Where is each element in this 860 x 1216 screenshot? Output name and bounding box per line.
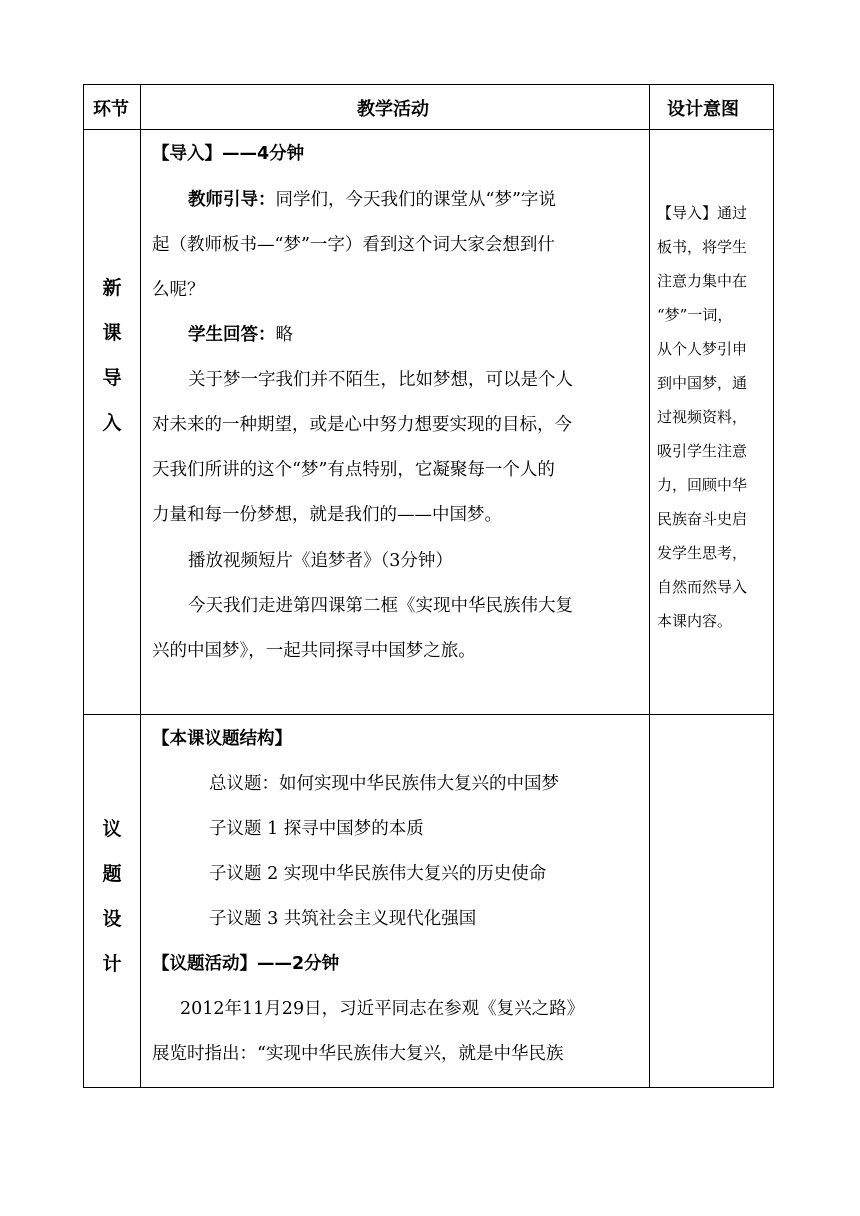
section-label-intro [84, 266, 140, 446]
student-answer-text: 略 [275, 325, 293, 345]
teacher-guide-text: 同学们，今天我们的课堂从“梦”字说 [275, 190, 556, 210]
intro-line: 力量和每一份梦想，就是我们的——中国梦。 [152, 505, 502, 525]
section-label-char: 入 [102, 412, 122, 434]
intro-line [188, 178, 556, 223]
intent-line: 注意力集中在 [657, 272, 748, 290]
intent-line: 过视频资料， [657, 408, 748, 426]
intent-line: 本课内容。 [657, 612, 733, 630]
intent-line: 发学生思考， [657, 544, 748, 562]
intent-line: 民族奋斗史启 [657, 510, 748, 528]
topic-activity-heading: 【议题活动】——2分钟 [152, 954, 340, 974]
student-answer-label: 学生回答： [188, 325, 276, 345]
section-label-char: 题 [102, 863, 122, 885]
section-label-char: 计 [102, 953, 122, 975]
header-activity: 教学活动 [357, 99, 429, 120]
intro-line: 兴的中国梦》，一起共同探寻中国梦之旅。 [152, 641, 476, 661]
section-label-char: 导 [102, 367, 122, 389]
column-divider-2 [649, 84, 650, 1088]
header-divider [83, 129, 774, 130]
intro-line: 么呢？ [152, 280, 205, 300]
intent-line: 力，回顾中华 [657, 476, 748, 494]
intro-line: 今天我们走进第四课第二框《实现中华民族伟大复 [188, 596, 573, 616]
header-section: 环节 [93, 99, 129, 120]
intent-line: 从个人梦引申 [657, 340, 748, 358]
activity-line: 展览时指出：“实现中华民族伟大复兴，就是中华民族 [152, 1044, 564, 1064]
header-intent: 设计意图 [667, 99, 739, 120]
section-label-char: 新 [102, 277, 122, 299]
intro-line: 天我们所讲的这个“梦”有点特别，它凝聚每一个人的 [152, 460, 555, 480]
intent-line: 板书，将学生 [657, 238, 748, 256]
column-divider-1 [140, 84, 141, 1088]
intent-line: 【导入】通过 [657, 204, 748, 222]
teacher-guide-label: 教师引导： [188, 190, 276, 210]
table-border-top [83, 84, 774, 85]
topic-main: 总议题：如何实现中华民族伟大复兴的中国梦 [209, 774, 559, 794]
subtopic-2: 子议题 2 实现中华民族伟大复兴的历史使命 [209, 864, 547, 884]
intro-line: 对未来的一种期望，或是心中努力想要实现的目标，今 [152, 415, 572, 435]
intent-line: 吸引学生注意 [657, 442, 748, 460]
intro-heading: 【导入】——4分钟 [152, 144, 305, 164]
section-label-char: 课 [102, 322, 122, 344]
subtopic-3: 子议题 3 共筑社会主义现代化强国 [209, 909, 477, 929]
intent-line: 自然而然导入 [657, 578, 748, 596]
topic-structure-heading: 【本课议题结构】 [152, 729, 292, 749]
table-border-right [773, 84, 774, 1088]
intent-line: “梦”一词， [657, 306, 733, 324]
intent-line: 到中国梦，通 [657, 374, 748, 392]
section-divider [83, 714, 774, 715]
activity-line: 2012年11月29日，习近平同志在参观《复兴之路》 [180, 999, 585, 1019]
intro-line [188, 313, 293, 358]
section-label-char: 设 [102, 908, 122, 930]
intro-line: 起（教师板书—“梦”一字）看到这个词大家会想到什 [152, 235, 555, 255]
section-label-topic-design [84, 807, 140, 987]
table-border-bottom [83, 1087, 774, 1088]
subtopic-1: 子议题 1 探寻中国梦的本质 [209, 819, 424, 839]
section-label-char: 议 [102, 818, 122, 840]
intro-line: 关于梦一字我们并不陌生，比如梦想，可以是个人 [188, 370, 573, 390]
intro-line: 播放视频短片《追梦者》（3分钟） [188, 551, 453, 571]
